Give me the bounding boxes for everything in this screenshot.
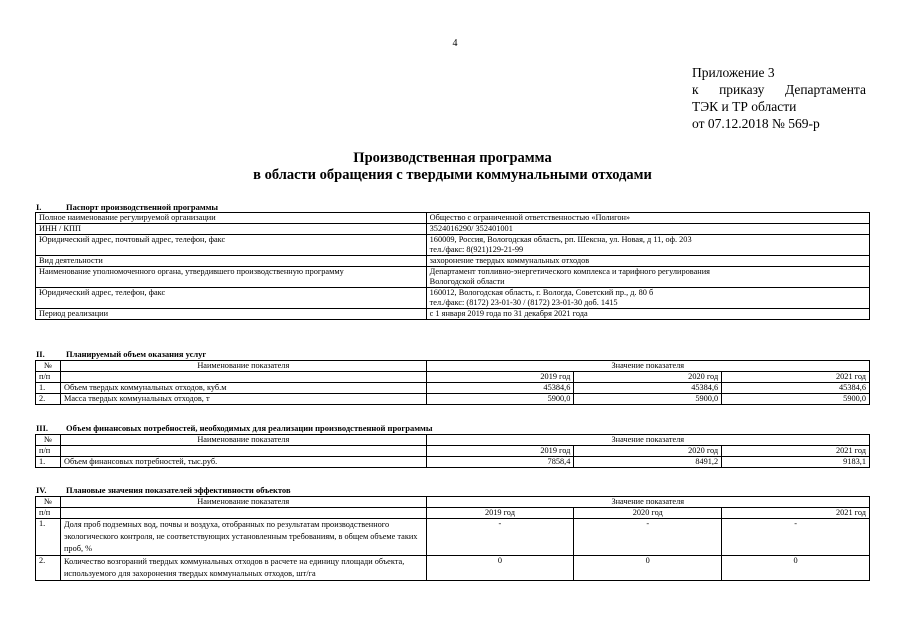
section-2-title: Планируемый объем оказания услуг (66, 349, 207, 359)
header-num: № (36, 361, 61, 372)
row-num: 2. (36, 394, 61, 405)
passport-value: Общество с ограниченной ответственностью «Полигон» (426, 213, 869, 224)
passport-value-line-2: Вологодской области (429, 277, 505, 286)
row-name: Доля проб подземных вод, почвы и воздуха, отобранных по результатам производственного экологического контроля, не соответствующих установленным требованиям, в общем объеме таких проб, % (60, 519, 426, 556)
row-num: 1. (36, 383, 61, 394)
row-num: 1. (36, 519, 61, 556)
header-name: Наименование показателя (60, 361, 426, 372)
passport-value (426, 235, 869, 256)
table-row (36, 267, 870, 288)
table-row (36, 213, 870, 224)
passport-value: с 1 января 2019 года по 31 декабря 2021 года (426, 309, 869, 320)
appendix-line-2 (692, 81, 866, 98)
table-row (36, 309, 870, 320)
row-value: 8491,2 (574, 457, 722, 468)
row-value: 0 (722, 556, 870, 581)
section-1-number: I. (36, 202, 42, 212)
title-line-1: Производственная программа (353, 150, 552, 166)
header-num-2: п/п (36, 372, 61, 383)
financial-needs-table (35, 434, 870, 468)
passport-table (35, 212, 870, 320)
section-3-number: III. (36, 423, 49, 433)
header-num-2: п/п (36, 508, 61, 519)
header-year: 2021 год (722, 508, 870, 519)
header-value: Значение показателя (426, 361, 869, 372)
passport-label: Юридический адрес, телефон, факс (36, 288, 427, 309)
section-4-number: IV. (36, 485, 47, 495)
header-empty (60, 372, 426, 383)
passport-value-line-1: 160009, Россия, Вологодская область, рп. Шексна, ул. Новая, д 11, оф. 203 (429, 235, 692, 244)
table-row (36, 383, 870, 394)
row-value: 45384,6 (426, 383, 574, 394)
row-name: Объем финансовых потребностей, тыс.руб. (60, 457, 426, 468)
passport-label: ИНН / КПП (36, 224, 427, 235)
passport-value-line-2: тел./факс: (8172) 23-01-30 / (8172) 23-01-30 доб. 1415 (429, 298, 618, 307)
row-value: 0 (574, 556, 722, 581)
appendix-line-2-b: приказу (719, 82, 765, 97)
header-name: Наименование показателя (60, 497, 426, 508)
header-num-2: п/п (36, 446, 61, 457)
passport-value-line-1: Департамент топливно-энергетического комплекса и тарифного регулирования (429, 267, 710, 276)
row-num: 2. (36, 556, 61, 581)
table-row (36, 235, 870, 256)
passport-value: 3524016290/ 352401001 (426, 224, 869, 235)
row-value: 5900,0 (722, 394, 870, 405)
efficiency-table (35, 496, 870, 581)
section-2-number: II. (36, 349, 45, 359)
appendix-line-2-a: к (692, 82, 699, 97)
row-value: 9183,1 (722, 457, 870, 468)
header-year: 2019 год (426, 508, 574, 519)
section-3-heading (36, 423, 836, 433)
appendix-header (692, 64, 866, 132)
passport-value-line-2: тел./факс: 8(921)129-21-99 (429, 245, 524, 254)
header-year: 2020 год (574, 446, 722, 457)
section-4-title: Плановые значения показателей эффективности объектов (66, 485, 291, 495)
table-header-row (36, 372, 870, 383)
passport-label: Полное наименование регулируемой организации (36, 213, 427, 224)
table-row (36, 288, 870, 309)
title-line-2: в области обращения с твердыми коммунальными отходами (253, 167, 652, 183)
table-row (36, 556, 870, 581)
table-row (36, 457, 870, 468)
document-title (0, 150, 905, 184)
header-num: № (36, 435, 61, 446)
table-row (36, 394, 870, 405)
table-header-row (36, 446, 870, 457)
services-volume-table (35, 360, 870, 405)
passport-label: Наименование уполномоченного органа, утвердившего производственную программу (36, 267, 427, 288)
row-num: 1. (36, 457, 61, 468)
passport-value: захоронение твердых коммунальных отходов (426, 256, 869, 267)
table-row (36, 256, 870, 267)
passport-value (426, 267, 869, 288)
section-1-heading (36, 202, 836, 212)
table-row (36, 224, 870, 235)
header-year: 2020 год (574, 508, 722, 519)
header-year: 2021 год (722, 372, 870, 383)
row-value: - (426, 519, 574, 556)
row-value: 0 (426, 556, 574, 581)
passport-value (426, 288, 869, 309)
row-value: 5900,0 (426, 394, 574, 405)
header-year: 2020 год (574, 372, 722, 383)
row-name: Объем твердых коммунальных отходов, куб.м (60, 383, 426, 394)
table-header-row (36, 361, 870, 372)
row-value: - (574, 519, 722, 556)
section-2-heading (36, 349, 836, 359)
appendix-line-2-c: Департамента (784, 82, 866, 97)
row-value: 45384,6 (574, 383, 722, 394)
passport-label: Вид деятельности (36, 256, 427, 267)
section-4-heading (36, 485, 836, 495)
header-empty (60, 508, 426, 519)
section-1-title: Паспорт производственной программы (66, 202, 219, 212)
header-value: Значение показателя (426, 435, 869, 446)
header-year: 2019 год (426, 372, 574, 383)
page-number: 4 (452, 38, 458, 49)
passport-label: Юридический адрес, почтовый адрес, телефон, факс (36, 235, 427, 256)
header-year: 2019 год (426, 446, 574, 457)
table-header-row (36, 497, 870, 508)
section-3-title: Объем финансовых потребностей, необходимых для реализации производственной программы (66, 423, 433, 433)
appendix-line-3: ТЭК и ТР области (692, 99, 797, 114)
row-value: 45384,6 (722, 383, 870, 394)
table-row (36, 519, 870, 556)
header-year: 2021 год (722, 446, 870, 457)
header-num: № (36, 497, 61, 508)
appendix-line-1: Приложение 3 (692, 65, 775, 80)
table-header-row (36, 508, 870, 519)
row-name: Количество возгораний твердых коммунальных отходов в расчете на единицу площади объекта, используемого для захоронения твердых коммунальных отходов, шт/га (60, 556, 426, 581)
appendix-line-4: от 07.12.2018 № 569-р (692, 116, 820, 131)
row-value: 5900,0 (574, 394, 722, 405)
passport-value-line-1: 160012, Вологодская область, г. Вологда, Советский пр., д. 80 б (429, 288, 654, 297)
passport-label: Период реализации (36, 309, 427, 320)
header-name: Наименование показателя (60, 435, 426, 446)
header-empty (60, 446, 426, 457)
row-name: Масса твердых коммунальных отходов, т (60, 394, 426, 405)
row-value: 7858,4 (426, 457, 574, 468)
table-header-row (36, 435, 870, 446)
row-value: - (722, 519, 870, 556)
header-value: Значение показателя (426, 497, 869, 508)
